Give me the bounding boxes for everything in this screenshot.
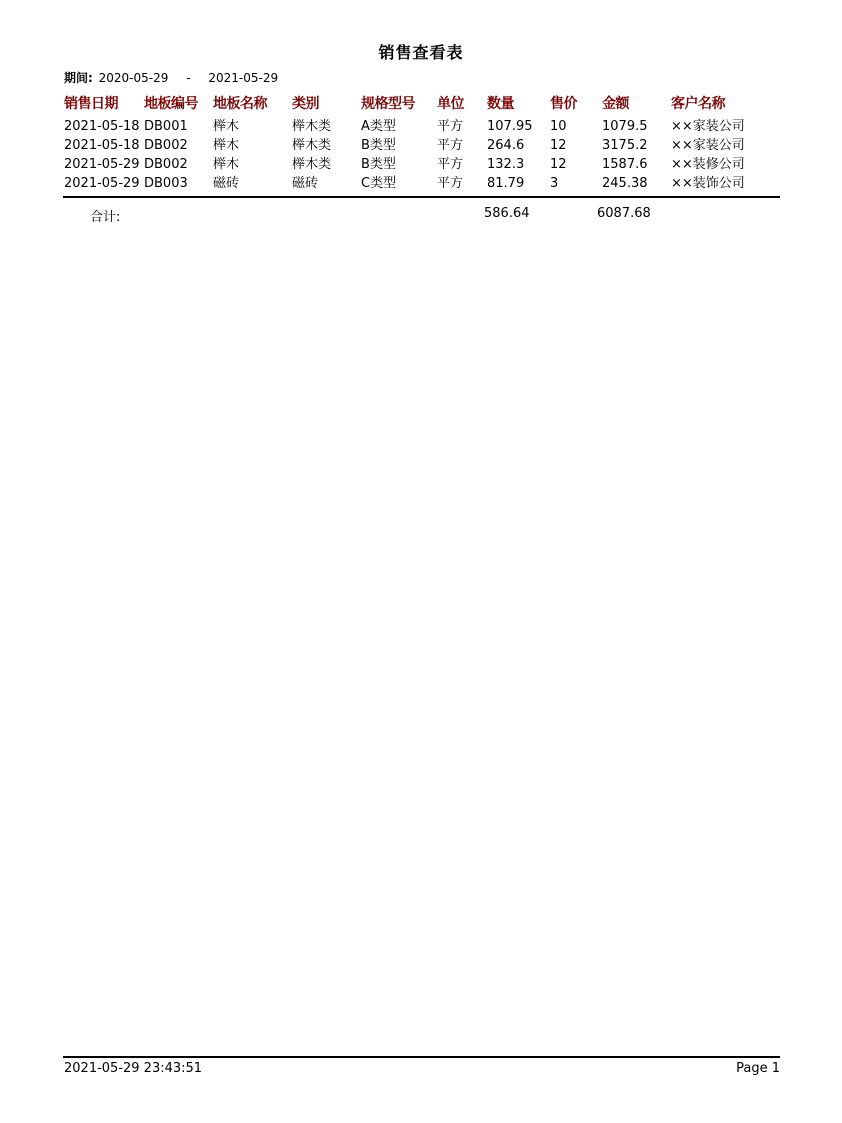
cell-amount: 1587.6 xyxy=(602,157,648,172)
period-start: 2020-05-29 xyxy=(98,71,169,85)
cell-category: 磁砖 xyxy=(292,176,319,191)
cell-floor-code: DB001 xyxy=(144,119,188,134)
cell-spec: A类型 xyxy=(361,119,396,134)
col-header-customer: 客户名称 xyxy=(671,96,725,112)
period-range xyxy=(64,69,278,86)
cell-category: 榉木类 xyxy=(292,119,332,134)
cell-sale-date: 2021-05-29 xyxy=(64,176,140,191)
cell-customer: ××家装公司 xyxy=(671,119,745,134)
cell-floor-name: 磁砖 xyxy=(213,176,240,191)
footer-divider xyxy=(63,1056,780,1058)
cell-sale-date: 2021-05-29 xyxy=(64,157,140,172)
cell-category: 榉木类 xyxy=(292,157,332,172)
cell-quantity: 264.6 xyxy=(487,138,525,153)
cell-floor-code: DB002 xyxy=(144,157,188,172)
cell-spec: B类型 xyxy=(361,157,396,172)
cell-price: 12 xyxy=(550,157,567,172)
cell-price: 3 xyxy=(550,176,559,191)
summary-label: 合计: xyxy=(90,210,121,225)
cell-amount: 245.38 xyxy=(602,176,648,191)
col-header-price: 售价 xyxy=(550,96,577,112)
cell-unit: 平方 xyxy=(437,176,464,191)
footer-page-number: Page 1 xyxy=(736,1061,780,1076)
col-header-unit: 单位 xyxy=(437,96,464,112)
summary-amount-total: 6087.68 xyxy=(597,206,651,221)
summary-divider xyxy=(63,196,780,198)
cell-quantity: 132.3 xyxy=(487,157,525,172)
col-header-sale-date: 销售日期 xyxy=(64,96,118,112)
cell-spec: B类型 xyxy=(361,138,396,153)
col-header-floor-code: 地板编号 xyxy=(144,96,198,112)
cell-quantity: 107.95 xyxy=(487,119,533,134)
cell-sale-date: 2021-05-18 xyxy=(64,119,140,134)
col-header-floor-name: 地板名称 xyxy=(213,96,267,112)
cell-customer: ××装饰公司 xyxy=(671,176,745,191)
cell-price: 12 xyxy=(550,138,567,153)
cell-unit: 平方 xyxy=(437,138,464,153)
cell-unit: 平方 xyxy=(437,157,464,172)
cell-floor-name: 榉木 xyxy=(213,138,240,153)
period-label: 期间: xyxy=(64,71,93,85)
cell-spec: C类型 xyxy=(361,176,397,191)
cell-unit: 平方 xyxy=(437,119,464,134)
col-header-spec: 规格型号 xyxy=(361,96,415,112)
cell-price: 10 xyxy=(550,119,567,134)
cell-customer: ××家装公司 xyxy=(671,138,745,153)
cell-category: 榉木类 xyxy=(292,138,332,153)
cell-customer: ××装修公司 xyxy=(671,157,745,172)
cell-sale-date: 2021-05-18 xyxy=(64,138,140,153)
cell-floor-name: 榉木 xyxy=(213,119,240,134)
cell-amount: 3175.2 xyxy=(602,138,648,153)
report-title: 销售查看表 xyxy=(378,43,464,62)
cell-floor-name: 榉木 xyxy=(213,157,240,172)
cell-floor-code: DB002 xyxy=(144,138,188,153)
summary-quantity-total: 586.64 xyxy=(484,206,530,221)
col-header-amount: 金额 xyxy=(602,96,629,112)
cell-floor-code: DB003 xyxy=(144,176,188,191)
cell-quantity: 81.79 xyxy=(487,176,525,191)
footer-printed-time: 2021-05-29 23:43:51 xyxy=(64,1061,203,1076)
col-header-quantity: 数量 xyxy=(487,96,514,112)
cell-amount: 1079.5 xyxy=(602,119,648,134)
col-header-category: 类别 xyxy=(292,96,319,112)
period-end: 2021-05-29 xyxy=(208,71,279,85)
period-separator: - xyxy=(186,71,191,85)
